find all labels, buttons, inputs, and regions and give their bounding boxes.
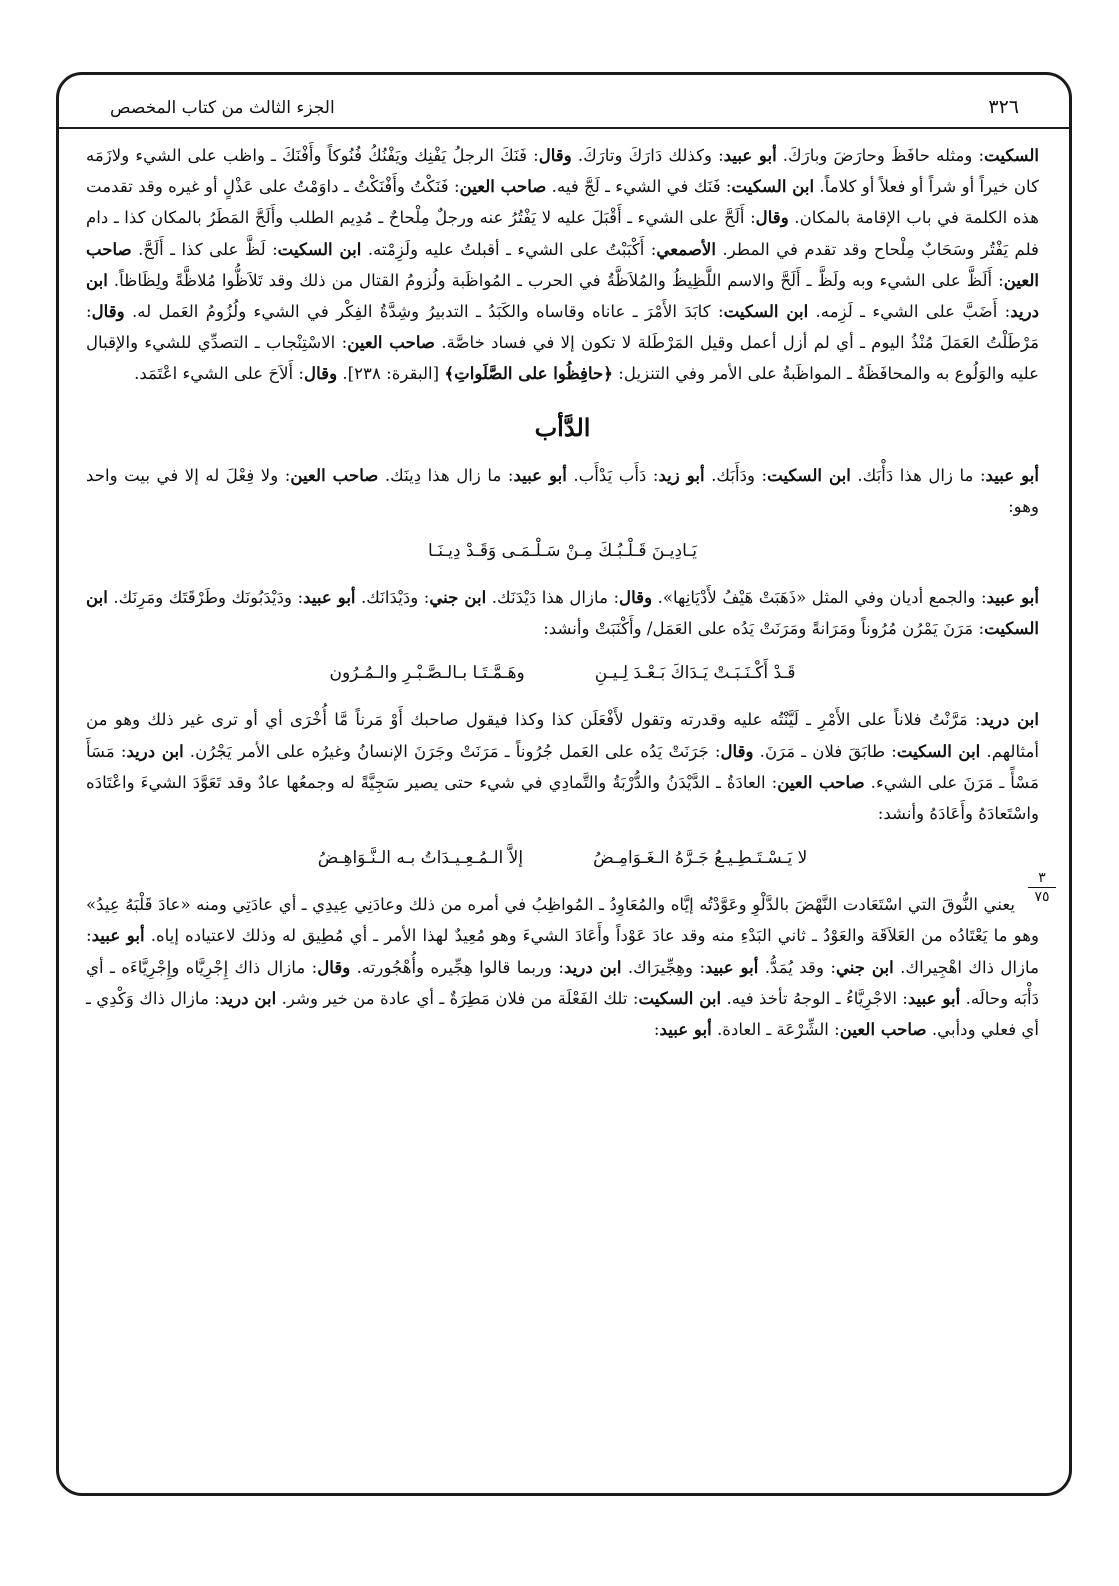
speaker-label: ابن السكيت — [277, 238, 362, 259]
speaker-label: صاحب العين — [86, 238, 1039, 290]
speaker-label: ابن السكيت — [723, 301, 809, 322]
text-run: : مازال ذاك وَكْدِي ـ أي فعلي ودأبي. — [86, 988, 1039, 1040]
text-run: : العادَةُ ـ الدَّيْدَنُ والدُّرْبَةُ والتَّمادِي في شيء حتى يصير سَجِيَّةً له وجمعُها عادٌ وقد تَعَوَّدَ الشيءَ واعْتَادَه واسْتَعادَهُ وأَعَادَهُ وأنشد: — [86, 772, 1039, 824]
speaker-label: ابن السكيت — [638, 987, 722, 1008]
speaker-label: ابن جني — [835, 956, 894, 977]
text-run: : مَرَنَ يَمْرُن مُرُوناً ومَرَانةً ومَرَنَتْ يَدُه على العَمَل/ وأَكْنَبَتْ وأنشد: — [543, 619, 985, 639]
poetry-couplet — [86, 841, 1039, 875]
text-run: : أَضَبَّ على الشيء ـ لَزِمه. — [808, 302, 1011, 322]
text-run: : تلك الفَعْلَة من فلان مَطِرَةٌ ـ أي عادة من خير وشر. — [276, 988, 639, 1008]
text-run: : لَظَّ على كذا ـ أَلَحَّ. — [131, 239, 278, 259]
text-run: : مازال ذاك إِجْرِيَّاه وإِجْرِيَّاءَه ـ أي دَأْبَه وحالَه. — [86, 957, 1039, 1008]
text-run: : والجمع أديان وفي المثل «ذَهَبَتْ هَيْفُ لأَدْيَانِها». — [652, 588, 987, 608]
text-run: : مازال هذا دَيْدَنَك. — [486, 588, 620, 608]
poetry-couplet — [86, 656, 1039, 690]
text-run: : وقد يُمَدُّ. — [758, 957, 836, 977]
speaker-label: ﴿حافِظُوا على الصَّلَواتِ﴾ — [444, 363, 614, 384]
page-number: ٣٢٦ — [988, 96, 1019, 118]
speaker-label: وقال — [619, 587, 653, 608]
paragraph — [86, 582, 1039, 644]
speaker-label: أبو عبيد — [723, 145, 777, 165]
speaker-label: وقال — [720, 740, 754, 761]
speaker-label: ابن دريد — [980, 709, 1039, 730]
text-run: : أَلَحَّ على الشيء ـ أَقْبَلَ عليه لا يَفْتُرُ عنه ورجلٌ مِلْحاحٌ ـ مُدِيم الطلب وأَلَحَّ المَطَرُ بالمكان كذا ـ دام فلم يَفْتُر وسَحَابٌ مِلْحاح وقد تقدم في المطر. — [86, 208, 1039, 259]
speaker-label: أبو عبيد — [659, 1019, 712, 1040]
speaker-label: وقال — [755, 207, 789, 228]
poetry-verse: يَـادِيـنَ قَـلْـبُـكَ مِـنْ سَـلْـمَـى وَقَـدْ دِيـنَـا — [428, 541, 697, 562]
text-run: : دَأَب يَدْأَب. — [566, 465, 659, 485]
text-run: : مَرَّنْتُ فلاناً على الأَمْرِ ـ لَيَّنْتُه عليه وقدرته وتقول لأَفْعَلَن كذا وكذا فيقول صاحبك أَوْ مَرناً مَّا أُخْرَى أي أو ترى غير ذلك وهو من أمثالهم. — [86, 710, 1040, 761]
text-run: : ودَيْدَانَك. — [355, 588, 430, 608]
text-run: : ولا فِعْلَ له إلا في بيت واحد وهو: — [86, 465, 1039, 516]
text-run: : ومثله حافَظَ وحارَضَ وبارَكَ. — [776, 146, 985, 165]
text-run: : طابَقَ فلان ـ مَرَنَ. — [753, 741, 897, 761]
paragraph — [86, 460, 1039, 522]
speaker-label: وقال — [317, 956, 351, 977]
speaker-label: أبو عبيد — [907, 987, 961, 1008]
text-run: : وربما قالوا هِجِّيره وأُهْجُورته. — [350, 957, 565, 977]
speaker-label: ابن السكيت — [731, 176, 815, 197]
hemistich-left: وهَـمَّـتَـا بـالـصَّـبْـرِ والـمُـرُون — [329, 663, 525, 684]
speaker-label: ابن السكيت — [86, 587, 1039, 639]
speaker-label: صاحب العين — [290, 464, 379, 485]
text-run: [البقرة: ٢٣٨]. — [337, 364, 445, 384]
hemistich-left: إلاَّ الـمُـعِـيـدَاتُ بـه الـنَّـوَاهِـضُ — [317, 848, 524, 869]
speaker-label: صاحب العين — [347, 332, 435, 353]
hemistich-right: قَـدْ أَكْـنَـبَـتْ يَـدَاكَ بَـعْـدَ لِـيـنِ — [594, 663, 796, 684]
speaker-label: أبو زيد — [658, 464, 705, 485]
text-run: : كابَدَ الأَمْرَ ـ عاناه وقاساه والكَبَدُ ـ التدبيرُ وشِدَّةُ الفِكْر في الشيء ولُزُومُ العَمل له. — [124, 302, 724, 322]
text-run: : ودَيْدَبُونَك وطَرْقَتَك ومَرِنَك. — [107, 588, 304, 608]
speaker-label: أبو عبيد — [986, 587, 1039, 608]
text-run: : جَرَنَتْ يَدُه على العَمل جُرُوناً ـ مَرَنَتْ وجَرَنَ الإنسانُ وغيرُه على الأمر يَجْرُن. — [183, 741, 721, 761]
text-run: : وكذلك دَارَكَ وتارَكَ. — [571, 146, 724, 165]
text-run: : ما زال هذا دِينَك. — [378, 465, 514, 485]
text-run: : فَنَكْتُ وأَفْنَكْتُ ـ داوَمْتُ على عَذْلٍ أو غيره وقد تقدمت هذه الكلمة في باب الإقامة بالمكان. — [86, 177, 1039, 228]
speaker-label: ابن دريد — [86, 269, 1039, 322]
text-run: : وهِجِّيرَاك. — [621, 957, 706, 977]
margin-marker-top: ٣ — [1038, 870, 1046, 886]
hemistich-right: لا يَـسْـتَـطِـيـعُ جَـرَّهُ الـغَـوَامِـضُ — [593, 848, 808, 869]
speaker-label: ابن السكيت — [896, 740, 981, 761]
paragraph — [86, 704, 1039, 829]
speaker-label: أبو عبيد — [91, 925, 145, 946]
header-rule — [59, 127, 1069, 129]
paragraph — [86, 889, 1039, 1045]
speaker-label: ابن دريد — [126, 740, 184, 761]
speaker-label: أبو عبيد — [513, 464, 567, 485]
speaker-label: صاحب العين — [839, 1019, 927, 1040]
text-run: : — [653, 1020, 660, 1040]
speaker-label: السكيت — [984, 145, 1039, 165]
speaker-label: أبو عبيد — [303, 587, 356, 608]
text-run: : الاسْتِنْجاب ـ التصدِّي للشيء والإقبال عليه والوَلُوع به والمحافَظَةُ ـ المواظَبةُ على الأمر وفي التنزيل: — [86, 333, 1039, 384]
text-run: : أَلَظَّ على الشيء وبه ولَظَّ ـ أَلَحَّ والاسم اللَّظِيظُ والمُلاَظَّةُ في الحرب ـ المُواظَبة ولُزومُ القتال من ذلك وقد تَلاَظُّوا مُلاظَّةً ولِظَاظاً. — [107, 270, 1004, 290]
speaker-label: وقال — [538, 145, 572, 165]
running-title: الجزء الثالث من كتاب المخصص — [110, 98, 335, 118]
speaker-label: وقال — [91, 301, 125, 322]
text-run: : الاجْرِيَّاءُ ـ الوجهُ تأخذ فيه. — [721, 988, 908, 1008]
speaker-label: صاحب العين — [459, 176, 547, 197]
text-run: : مَرْطَلْتُ العَمَلَ مُنْذُ اليوم ـ أي لم أزل أعمل وقيل المَرْطَلة لا تكون إلا في فساد خاصَّة. — [86, 302, 1039, 353]
text-run: : أَكْبَبْتُ على الشيء ـ أقبلتُ عليه ولَزِمْته. — [361, 239, 657, 259]
text-run: : مَسَأَ مَسْأً ـ مَرَنَ على الشيء. — [86, 741, 1039, 792]
text-run: : فَنَكَ الرجلُ يَفْنِك ويَفْنُكُ فُنُوكاً وأَفْنَكَ ـ واظب على الشيء ولازَمَه كان خيراً أو شراً أو فعلاً أو كلاماً. — [86, 146, 1039, 197]
speaker-label: ابن السكيت — [767, 464, 851, 485]
text-run: : مازال ذاك اهْجِيراك. — [86, 926, 1039, 977]
margin-marker-bottom: ٧٥ — [1034, 889, 1050, 905]
main-text — [86, 140, 1039, 1045]
text-run: : ودَأَبَك. — [704, 465, 768, 485]
speaker-label: ابن دريد — [219, 987, 277, 1008]
paragraph — [86, 140, 1039, 390]
text-run: : أَلاَحَ على الشيء اعْتَمَد. — [134, 364, 305, 384]
text-run: يعني النُّوقَ التي اسْتَعَادت النَّهْضَ بالدَّلْوِ وعَوَّدْتُه إيَّاه والمُعَاوِدُ ـ المُواظِبُ في أمره من ذلك وعادَنِي عِيدِي ـ أي عادَتِي ومنه «عادَ قَلْبَهُ عِيدُ» وهو ما يَعْتَادُه من العَلاَقَة والعَوْدُ ـ ثاني البَدْءِ منه وقد عادَ عَوْداً وأَعَادَ الشيءَ وهو مُعِيدٌ لهذا الأمر ـ أي مُطِيق له وذلك لاعتياده إياه. — [86, 895, 1039, 946]
speaker-label: الأصمعي — [656, 238, 716, 259]
speaker-label: وقال — [304, 363, 338, 384]
speaker-label: صاحب العين — [777, 771, 865, 792]
speaker-label: أبو عبيد — [705, 956, 759, 977]
speaker-label: ابن دريد — [564, 956, 622, 977]
text-run: : فَنَك في الشيء ـ لَجَّ فيه. — [546, 177, 732, 197]
text-run: : الشِّرْعَة ـ العادة. — [711, 1020, 840, 1040]
text-run: : ما زال هذا دَأْبَك. — [850, 465, 986, 485]
section-title: الدَّأب — [534, 412, 591, 442]
speaker-label: ابن جني — [429, 587, 487, 608]
speaker-label: أبو عبيد — [985, 464, 1039, 485]
